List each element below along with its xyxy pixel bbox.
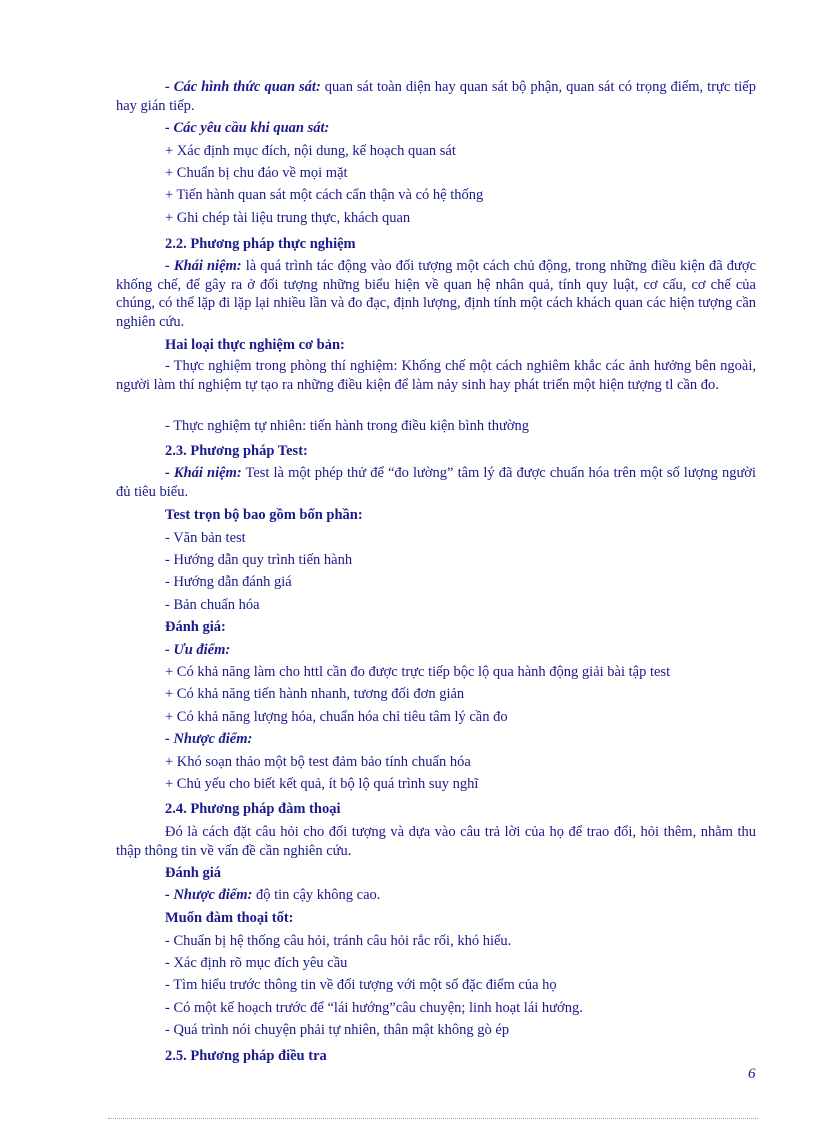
- observation-requirement-item: + Ghi chép tài liệu trung thực, khách quan: [165, 210, 411, 226]
- experiment-types-heading: Hai loại thực nghiệm cơ bản:: [165, 337, 345, 353]
- conversation-evaluation-heading: Đánh giá: [165, 865, 222, 881]
- observation-requirements-label: - Các yêu cầu khi quan sát:: [165, 120, 330, 136]
- test-part-item: - Bản chuẩn hóa: [165, 597, 260, 613]
- test-cons-label: - Nhược điểm:: [165, 731, 253, 747]
- section-2-5-heading: 2.5. Phương pháp điều tra: [165, 1048, 327, 1064]
- test-part-item: - Hướng dẫn đánh giá: [165, 574, 292, 590]
- test-pro-item: + Có khả năng tiến hành nhanh, tương đối đơn giản: [165, 686, 465, 702]
- test-pros-label: - Ưu điểm:: [165, 642, 231, 658]
- test-concept-label: - Khái niệm:: [165, 465, 242, 481]
- observation-forms-paragraph: [116, 78, 756, 115]
- footer-divider: [108, 1118, 758, 1119]
- test-pro-item: + Có khả năng làm cho httl cần đo được trực tiếp bộc lộ qua hành động giải bài tập test: [165, 664, 671, 680]
- observation-requirement-item: + Chuẩn bị chu đáo về mọi mặt: [165, 165, 348, 181]
- test-con-item: + Khó soạn thảo một bộ test đảm bảo tính chuẩn hóa: [165, 754, 471, 770]
- conversation-tip-item: - Quá trình nói chuyện phải tự nhiên, thân mật không gò ép: [165, 1022, 510, 1038]
- experiment-concept-paragraph: [116, 257, 756, 331]
- conversation-tips-heading: Muốn đàm thoại tốt:: [165, 910, 294, 926]
- conversation-cons-line: [165, 886, 380, 904]
- observation-requirement-item: + Tiến hành quan sát một cách cẩn thận và có hệ thống: [165, 187, 484, 203]
- lab-experiment-paragraph: - Thực nghiệm trong phòng thí nghiệm: Khống chế một cách nghiêm khắc các ảnh hưởng bên ngoài, người làm thí nghiệm tự tạo ra những điều kiện để làm nảy sinh hay phát triển một hiện tượng tl cần đo.: [116, 358, 756, 393]
- natural-experiment-line: - Thực nghiệm tự nhiên: tiến hành trong điều kiện bình thường: [165, 418, 530, 434]
- observation-forms-text: quan sát toàn diện hay quan sát bộ phận, quan sát có trọng điểm, trực tiếp hay gián tiếp.: [116, 79, 756, 114]
- test-part-item: - Văn bản test: [165, 530, 246, 546]
- test-parts-heading: Test trọn bộ bao gồm bốn phần:: [165, 507, 363, 523]
- conversation-tip-item: - Chuẩn bị hệ thống câu hỏi, tránh câu hỏi rắc rối, khó hiểu.: [165, 933, 512, 949]
- conversation-tip-item: - Có một kế hoạch trước để “lái hướng”câu chuyện; linh hoạt lái hướng.: [165, 1000, 583, 1016]
- conversation-cons-label: - Nhược điểm:: [165, 887, 253, 903]
- conversation-intro-paragraph: Đó là cách đặt câu hỏi cho đối tượng và dựa vào câu trả lời của họ để trao đổi, hỏi thêm, nhằm thu thập thông tin về vấn đề cần nghiên cứu.: [116, 824, 756, 859]
- test-evaluation-heading: Đánh giá:: [165, 619, 226, 635]
- section-2-4-heading: 2.4. Phương pháp đàm thoại: [165, 801, 341, 817]
- conversation-tip-item: - Tìm hiểu trước thông tin về đối tượng với một số đặc điểm của họ: [165, 977, 557, 993]
- observation-requirement-item: + Xác định mục đích, nội dung, kế hoạch quan sát: [165, 143, 456, 159]
- experiment-concept-text: là quá trình tác động vào đối tượng một cách chủ động, trong những điều kiện đã được khống chế, để gây ra ở đối tượng những biểu hiện về quan hệ nhân quả, tính quy luật, cơ cấu, cơ chế của chúng, có thể lặp đi lặp lại nhiều lần và đo đạc, định lượng, định tính một cách khách quan các hiện tượng cần nghiên cứu.: [116, 258, 756, 330]
- conversation-cons-text: độ tin cậy không cao.: [252, 887, 381, 903]
- test-pro-item: + Có khả năng lượng hóa, chuẩn hóa chỉ tiêu tâm lý cần đo: [165, 709, 508, 725]
- conversation-tip-item: - Xác định rõ mục đích yêu cầu: [165, 955, 348, 971]
- section-2-2-heading: 2.2. Phương pháp thực nghiệm: [165, 236, 356, 252]
- test-concept-text: Test là một phép thử để “đo lường” tâm lý đã được chuẩn hóa trên một số lượng người đủ tiêu biểu.: [116, 465, 756, 500]
- observation-forms-label: - Các hình thức quan sát:: [165, 79, 321, 95]
- experiment-concept-label: - Khái niệm:: [165, 258, 242, 274]
- test-con-item: + Chủ yếu cho biết kết quả, ít bộ lộ quá trình suy nghĩ: [165, 776, 479, 792]
- test-concept-paragraph: [116, 464, 756, 501]
- test-part-item: - Hướng dẫn quy trình tiến hành: [165, 552, 353, 568]
- page-number: 6: [748, 1066, 756, 1082]
- section-2-3-heading: 2.3. Phương pháp Test:: [165, 443, 308, 459]
